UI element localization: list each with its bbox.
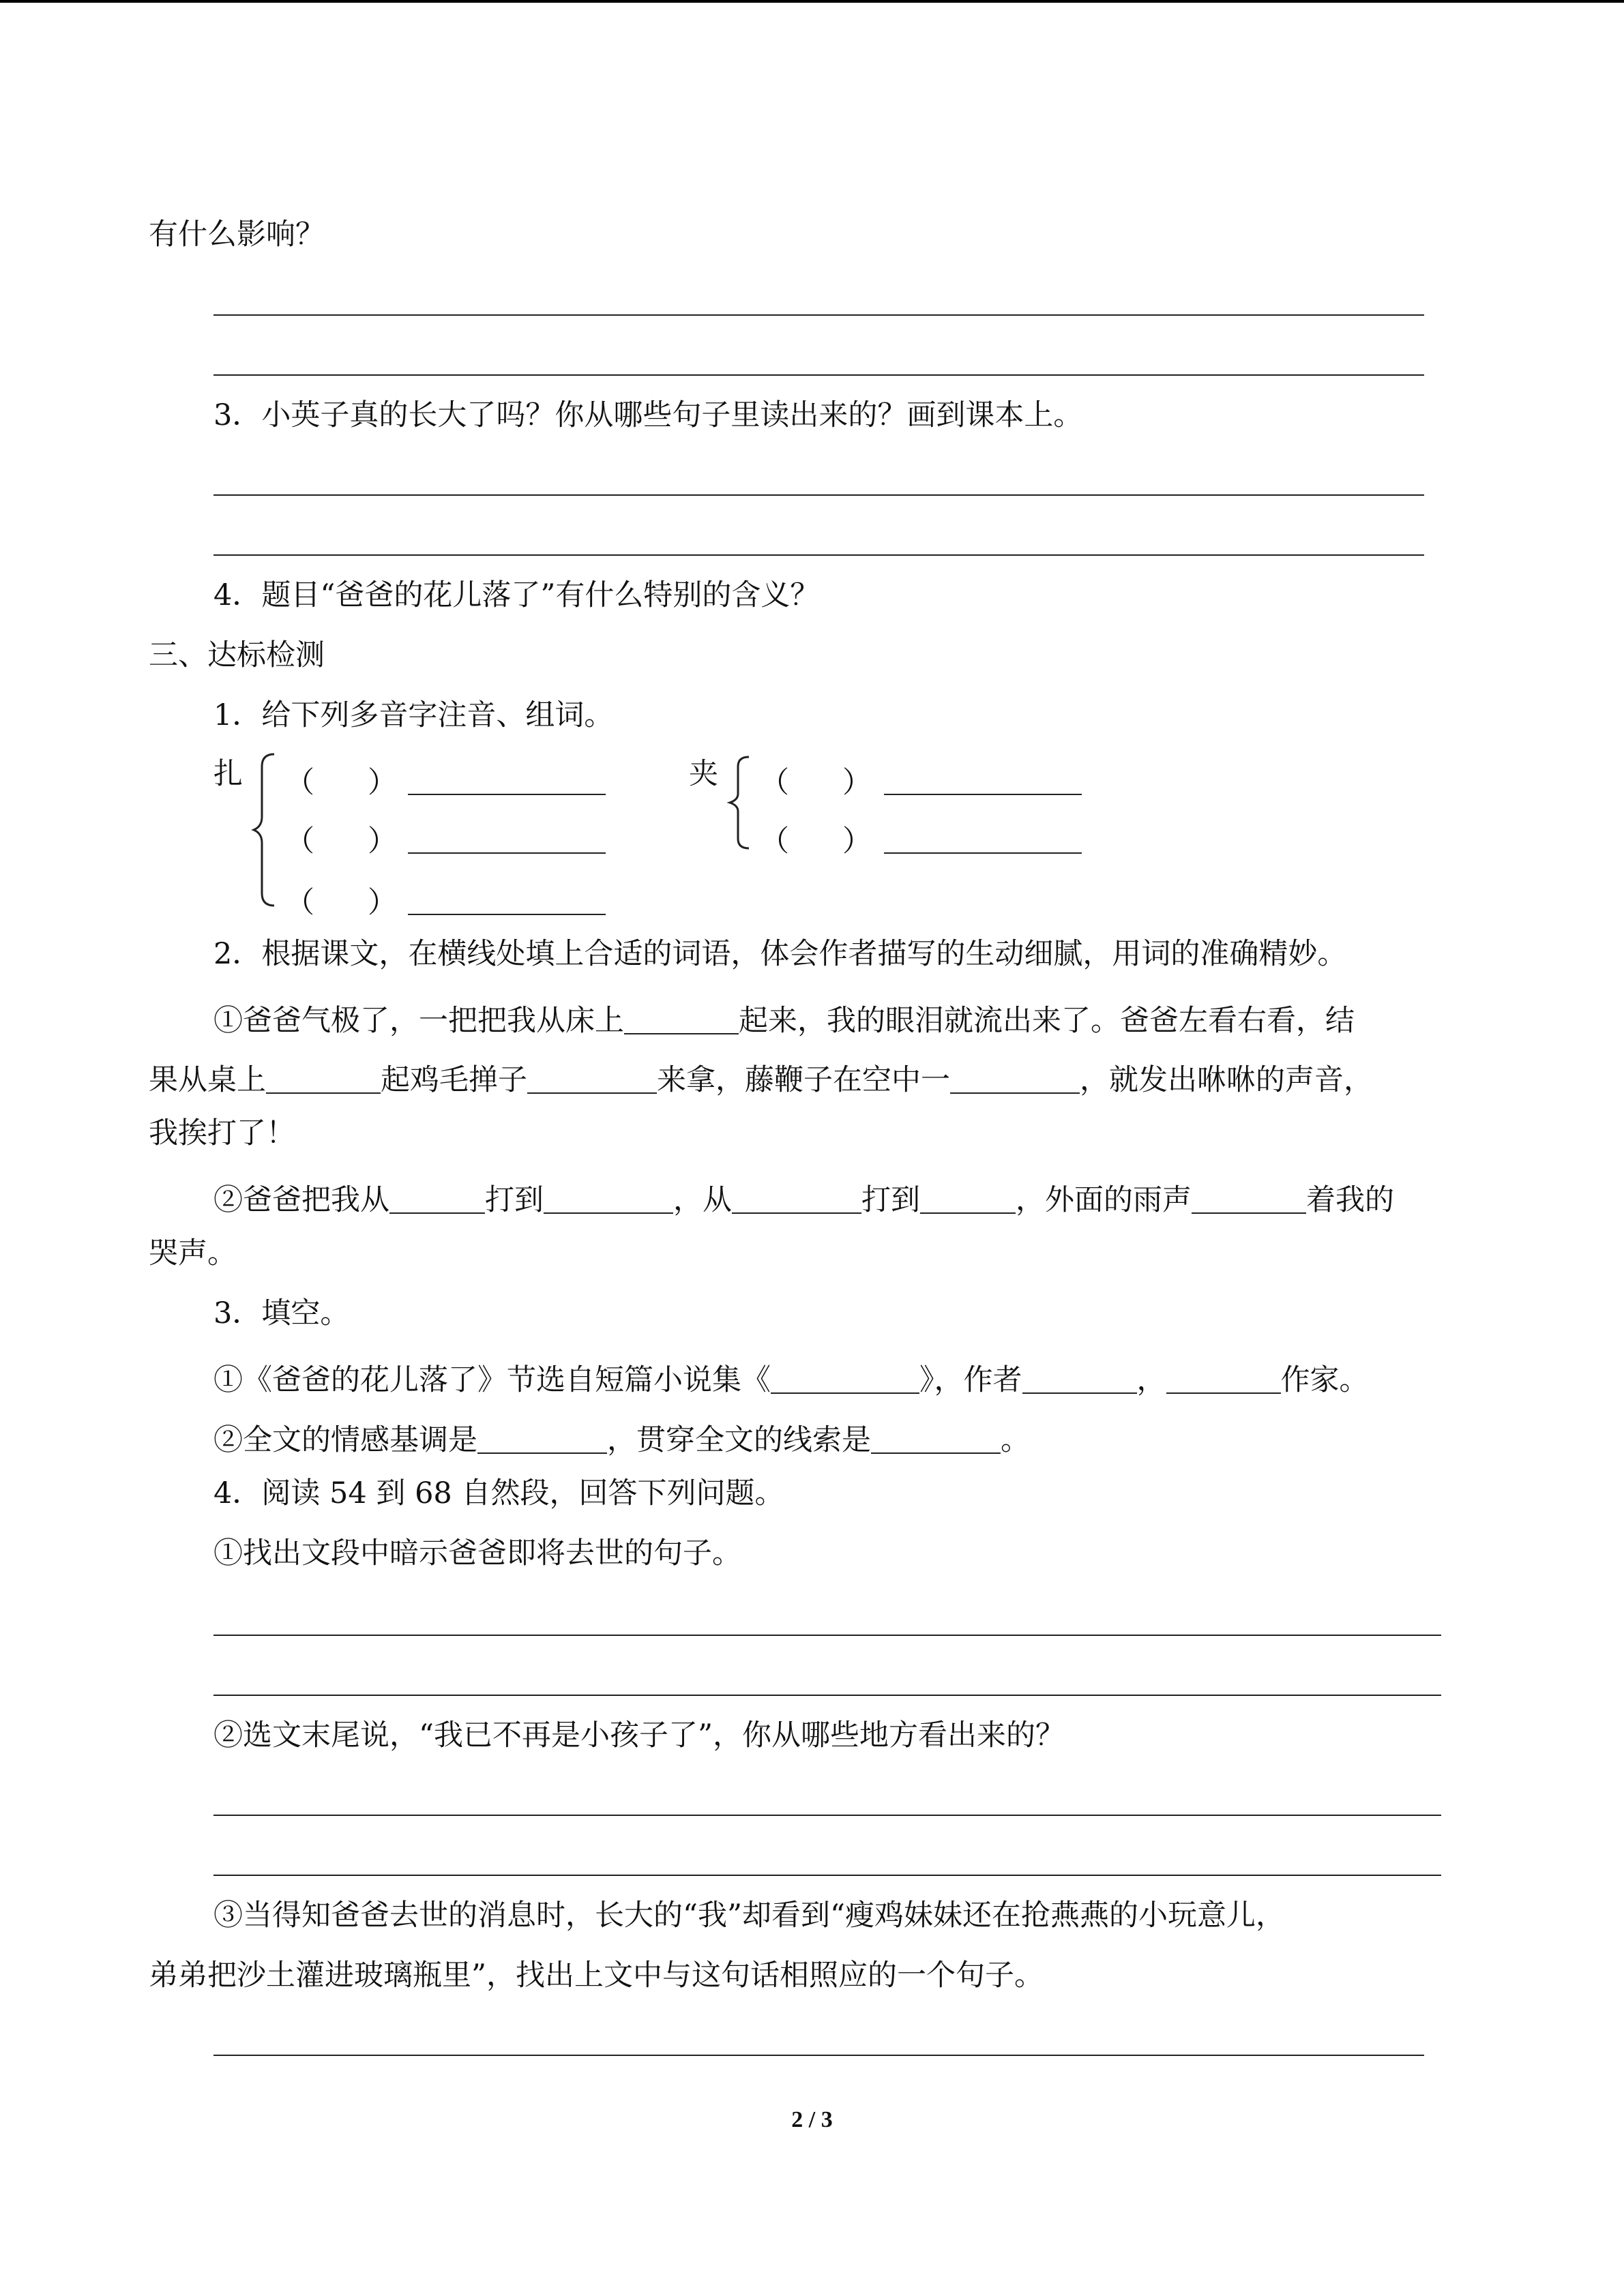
- question-4: 4．题目“爸爸的花儿落了”有什么特别的含义？: [213, 578, 820, 612]
- fill-blank[interactable]: [544, 1183, 673, 1214]
- fill-blank[interactable]: [527, 1063, 657, 1094]
- page-top-border: [0, 0, 1624, 3]
- pinyin-paren[interactable]: （ ）: [285, 886, 397, 920]
- word-blank[interactable]: [408, 852, 606, 854]
- fill-blank[interactable]: [477, 1423, 607, 1454]
- s3-q3-sentence1: ①《爸爸的花儿落了》节选自短篇小说集《 》，作者 ， 作家。: [213, 1363, 1369, 1397]
- fill-blank[interactable]: [1192, 1183, 1306, 1214]
- answer-line[interactable]: [213, 314, 1424, 316]
- s3-q3-sentence2: ②全文的情感基调是 ，贯穿全文的线索是 。: [213, 1423, 1030, 1457]
- fill-blank[interactable]: [950, 1063, 1080, 1094]
- fill-blank[interactable]: [771, 1363, 919, 1394]
- s3-q2-para2-line2: 哭声。: [149, 1236, 237, 1270]
- polyphone-char-jia: 夹: [689, 757, 718, 791]
- question-3: 3．小英子真的长大了吗？你从哪些句子里读出来的？画到课本上。: [213, 398, 1083, 432]
- answer-line[interactable]: [213, 2055, 1424, 2056]
- fill-blank[interactable]: [266, 1063, 381, 1094]
- pinyin-paren[interactable]: （ ）: [760, 766, 872, 800]
- answer-line[interactable]: [213, 494, 1424, 496]
- pinyin-paren[interactable]: （ ）: [285, 824, 397, 859]
- s3-q4-sub1: ①找出文段中暗示爸爸即将去世的句子。: [213, 1536, 741, 1570]
- fill-blank[interactable]: [732, 1183, 861, 1214]
- fill-blank[interactable]: [871, 1423, 1001, 1454]
- fill-blank[interactable]: [1166, 1363, 1281, 1394]
- s3-q4-sub3-line1: ③当得知爸爸去世的消息时，长大的“我”却看到“瘦鸡妹妹还在抢燕燕的小玩意儿，: [213, 1898, 1285, 1933]
- question-2-tail: 有什么影响？: [149, 218, 325, 252]
- s3-q2-prompt: 2．根据课文，在横线处填上合适的词语，体会作者描写的生动细腻，用词的准确精妙。: [213, 937, 1347, 971]
- pinyin-paren[interactable]: （ ）: [285, 766, 397, 800]
- s3-q2-para1-line1: ①爸爸气极了，一把把我从床上 起来，我的眼泪就流出来了。爸爸左看右看，结: [213, 1004, 1355, 1038]
- answer-line[interactable]: [213, 1635, 1441, 1636]
- s3-q3-prompt: 3．填空。: [213, 1296, 350, 1330]
- fill-blank[interactable]: [1022, 1363, 1137, 1394]
- pinyin-paren[interactable]: （ ）: [760, 824, 872, 859]
- s3-q4-sub3-line2: 弟弟把沙土灌进玻璃瓶里”，找出上文中与这句话相照应的一个句子。: [149, 1958, 1044, 1993]
- answer-line[interactable]: [213, 374, 1424, 376]
- s3-q4-prompt: 4．阅读 54 到 68 自然段，回答下列问题。: [213, 1476, 784, 1510]
- answer-line[interactable]: [213, 1695, 1441, 1696]
- answer-line[interactable]: [213, 1815, 1441, 1816]
- answer-line[interactable]: [213, 1875, 1441, 1876]
- s3-q2-para2-line1: ②爸爸把我从 打到 ，从 打到 ，外面的雨声 着我的: [213, 1183, 1394, 1217]
- s3-q2-para1-line3: 我挨打了！: [149, 1116, 295, 1150]
- s3-q4-sub2: ②选文末尾说，“我已不再是小孩子了”，你从哪些地方看出来的？: [213, 1718, 1065, 1753]
- word-blank[interactable]: [408, 914, 606, 915]
- left-brace-icon: [727, 754, 753, 851]
- word-blank[interactable]: [408, 794, 606, 795]
- fill-blank[interactable]: [624, 1004, 739, 1034]
- polyphone-char-zha: 扎: [213, 757, 243, 791]
- s3-q2-para1-line2: 果从桌上 起鸡毛掸子 来拿，藤鞭子在空中一 ，就发出咻咻的声音，: [149, 1063, 1373, 1097]
- fill-blank[interactable]: [920, 1183, 1016, 1214]
- word-blank[interactable]: [884, 852, 1082, 854]
- word-blank[interactable]: [884, 794, 1082, 795]
- fill-blank[interactable]: [389, 1183, 485, 1214]
- left-brace-icon: [251, 751, 278, 908]
- answer-line[interactable]: [213, 554, 1424, 556]
- page-number: 2 / 3: [791, 2107, 833, 2132]
- section-3-title: 三、达标检测: [149, 638, 325, 672]
- s3-q1-prompt: 1．给下列多音字注音、组词。: [213, 698, 614, 732]
